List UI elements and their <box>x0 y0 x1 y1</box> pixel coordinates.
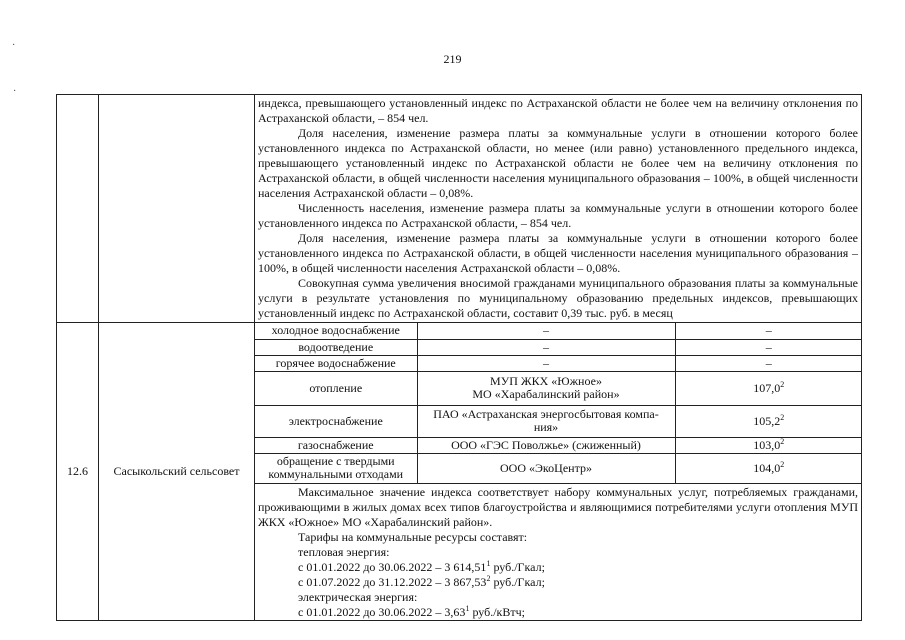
tariff-unit: руб./кВтч; <box>469 604 526 619</box>
index-value <box>675 371 862 405</box>
page-number: 219 <box>443 52 462 66</box>
footnote-mark: 2 <box>780 379 785 389</box>
paragraph: Доля населения, изменение размера платы за коммунальные услуги в отношении которого более установленного индекса по Астраханской области, но менее (или равно) установленного предельного индекса, превышающего установленный индекс по Астраханской области не более чем на величину отклонения по Астраханской области, в общей численности населения муниципального образования – 100%, в общей численности населения Астраханской области – 0,08%. <box>258 126 858 200</box>
service-name: газоснабжение <box>255 437 417 453</box>
margin-mark: · <box>12 40 16 51</box>
provider-line: ния» <box>533 420 559 434</box>
tariff-unit: руб./Гкал; <box>490 559 545 574</box>
tariff-description <box>255 484 861 620</box>
footnote-mark: 2 <box>486 573 491 583</box>
municipality-name: Сасыкольский сельсовет <box>99 323 255 621</box>
paragraph: Численность населения, изменение размера платы за коммунальные услуги в отношении которого более установленного индекса по Астраханской области, – 854 чел. <box>258 201 858 230</box>
provider-line: МО «Харабалинский район» <box>472 387 620 401</box>
service-row <box>255 453 862 483</box>
provider: ООО «ГЭС Поволжье» (сжиженный) <box>417 437 675 453</box>
tariffs-heading: Тарифы на коммунальные ресурсы составят: <box>298 529 528 544</box>
service-row <box>255 437 862 453</box>
footnote-mark: 2 <box>780 459 785 469</box>
service-line: обращение с твердыми <box>276 454 395 468</box>
provider-line: МУП ЖКХ «Южное» <box>490 374 602 388</box>
provider: ООО «ЭкоЦентр» <box>417 453 675 483</box>
provider: – <box>417 323 675 339</box>
heat-tariff-line <box>258 560 858 575</box>
margin-mark: · <box>13 86 17 97</box>
index-value: – <box>675 323 862 339</box>
footnote-mark: 2 <box>780 412 785 422</box>
index-number: 105,2 <box>753 413 781 428</box>
index-number: 104,0 <box>753 460 781 475</box>
service-row <box>255 405 862 437</box>
footnote-mark: 2 <box>780 436 785 446</box>
services-cell <box>255 323 862 621</box>
paragraph: Доля населения, изменение размера платы за коммунальные услуги в отношении которого более установленного индекса по Астраханской области, в общей численности населения муниципального образования – 100%, в общей численности населения Астраханской области – 0,08%. <box>258 231 858 275</box>
provider <box>417 405 675 437</box>
summary-paragraph: Максимальное значение индекса соответствует набору коммунальных услуг, потребляемых гражданами, проживающими в жилых домах всех типов благоустройства и являющимися потребителями услуги отопления МУП ЖКХ «Южное» МО «Харабалинский район». <box>258 484 858 529</box>
tariff-text: с 01.01.2022 до 30.06.2022 – 3 614,51 <box>298 559 487 574</box>
service-row <box>255 355 862 371</box>
description-cell <box>255 95 862 323</box>
row-number: 12.6 <box>57 323 99 621</box>
electricity-tariff-line <box>258 605 858 620</box>
index-number: 103,0 <box>753 437 781 452</box>
paragraph: индекса, превышающего установленный индекс по Астраханской области не более чем на величину отклонения по Астраханской области, – 854 чел. <box>258 96 858 125</box>
provider-line: ПАО «Астраханская энергосбытовая компа- <box>433 407 659 421</box>
index-value: – <box>675 339 862 355</box>
index-value: – <box>675 355 862 371</box>
tariff-unit: руб./Гкал; <box>490 574 545 589</box>
service-name: отопление <box>255 371 417 405</box>
index-value <box>675 437 862 453</box>
name-cell-empty <box>99 95 255 323</box>
index-number: 107,0 <box>753 380 781 395</box>
service-row <box>255 371 862 405</box>
footnote-mark: 1 <box>486 558 491 568</box>
footnote-mark: 1 <box>465 603 470 613</box>
row-12-6 <box>57 323 862 621</box>
service-name: холодное водоснабжение <box>255 323 417 339</box>
service-name <box>255 453 417 483</box>
paragraph: Совокупная сумма увеличения вносимой гражданами муниципального образования платы за коммунальные услуги в результате установления по муниципальному образованию предельных индексов, превышающих установленный индекс по Астраханской области, составит 0,39 тыс. руб. в месяц <box>258 276 858 320</box>
provider: – <box>417 339 675 355</box>
heat-heading: тепловая энергия: <box>298 544 390 559</box>
number-cell-empty <box>57 95 99 323</box>
index-value <box>675 453 862 483</box>
service-name: водоотведение <box>255 339 417 355</box>
services-table <box>255 323 862 484</box>
electricity-heading: электрическая энергия: <box>298 589 418 604</box>
provider: – <box>417 355 675 371</box>
heat-tariff-line <box>258 575 858 590</box>
service-line: коммунальными отходами <box>268 467 404 481</box>
service-name: горячее водоснабжение <box>255 355 417 371</box>
municipal-index-table <box>56 94 862 621</box>
service-row <box>255 323 862 339</box>
tariff-text: с 01.07.2022 до 31.12.2022 – 3 867,53 <box>298 574 487 589</box>
provider <box>417 371 675 405</box>
service-row <box>255 339 862 355</box>
service-name: электроснабжение <box>255 405 417 437</box>
index-value <box>675 405 862 437</box>
continuation-row <box>57 95 862 323</box>
tariff-text: с 01.01.2022 до 30.06.2022 – 3,63 <box>298 604 466 619</box>
